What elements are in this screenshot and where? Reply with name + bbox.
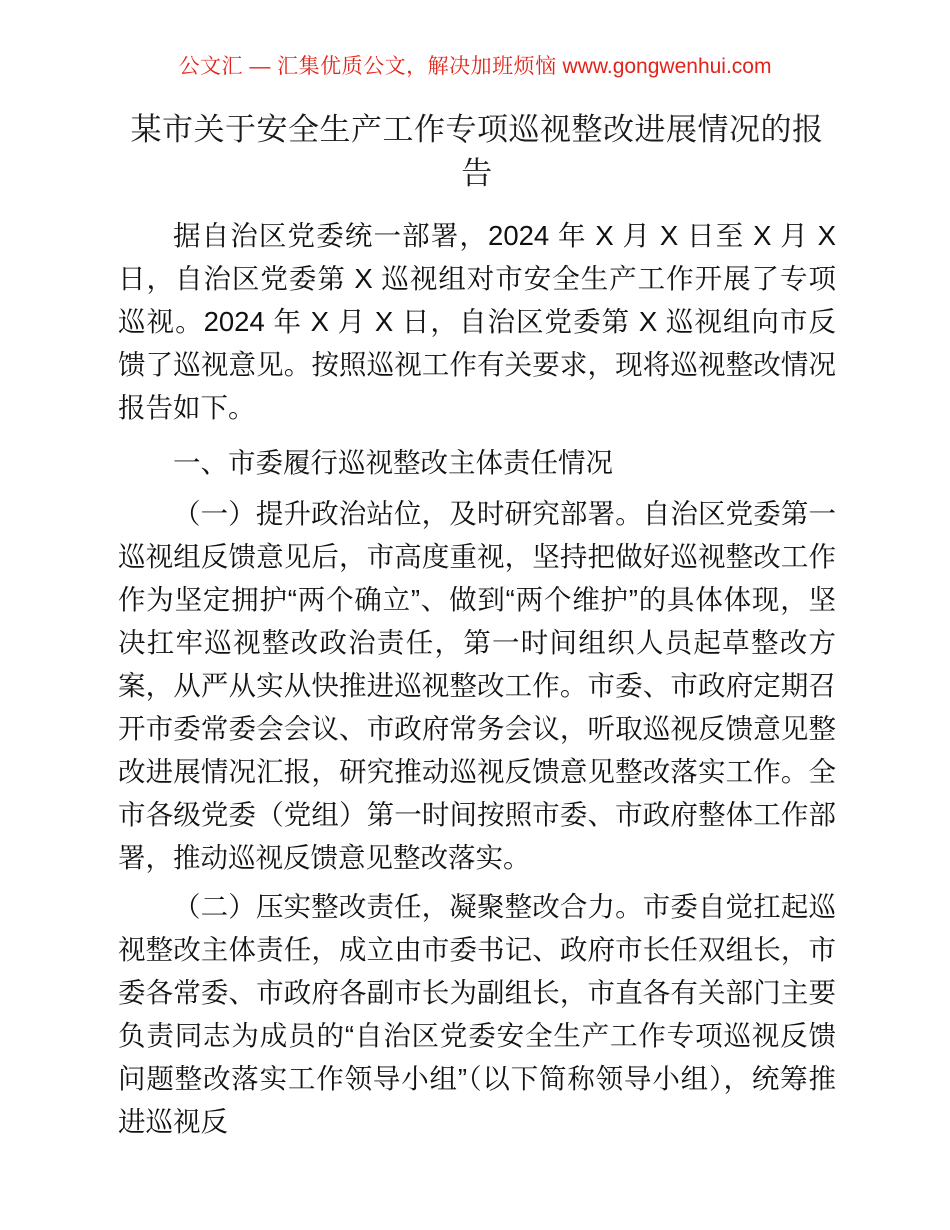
site-watermark bbox=[0, 52, 950, 82]
paragraph-item-1-1: （一）提升政治站位，及时研究部署。自治区党委第一巡视组反馈意见后，市高度重视，坚持把做好巡视整改工作作为坚定拥护“两个确立”、做到“两个维护”的具体体现，坚决扛牢巡视整改政治责任，第一时间组织人员起草整改方案，从严从实从快推进巡视整改工作。市委、市政府定期召开市委常委会会议、市政府常务会议，听取巡视反馈意见整改进展情况汇报，研究推动巡视反馈意见整改落实工作。全市各级党委（党组）第一时间按照市委、市政府整体工作部署，推动巡视反馈意见整改落实。 bbox=[118, 498, 836, 873]
watermark-brand-text: 公文汇 — 汇集优质公文，解决加班烦恼 bbox=[178, 55, 557, 78]
watermark-url-text: www.gongwenhui.com bbox=[562, 55, 772, 78]
paragraph-intro: 据自治区党委统一部署，2024 年 X 月 X 日至 X 月 X 日，自治区党委第 X 巡视组对市安全生产工作开展了专项巡视。2024 年 X 月 X 日，自治区党委第 X 巡视组向市反馈了巡视意见。按照巡视工作有关要求，现将巡视整改情况报告如下。 bbox=[118, 220, 836, 423]
paragraph-item-1-2: （二）压实整改责任，凝聚整改合力。市委自觉扛起巡视整改主体责任，成立由市委书记、政府市长任双组长，市委各常委、市政府各副市长为副组长，市直各有关部门主要负责同志为成员的“自治区党委安全生产工作专项巡视反馈问题整改落实工作领导小组”（以下简称领导小组），统筹推进巡视反 bbox=[118, 891, 836, 1137]
document-body bbox=[118, 108, 836, 1149]
section-heading-1: 一、市委履行巡视整改主体责任情况 bbox=[173, 447, 613, 478]
page-title: 某市关于安全生产工作专项巡视整改进展情况的报告 bbox=[130, 112, 824, 191]
